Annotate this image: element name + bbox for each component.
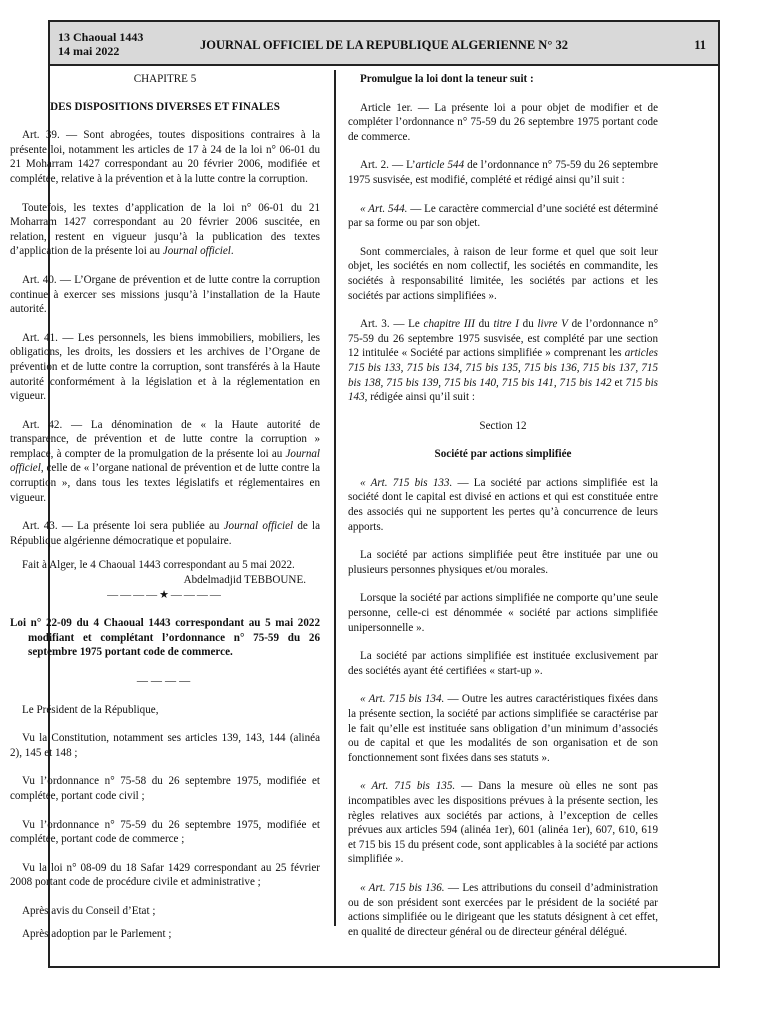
- article-3: [348, 317, 658, 405]
- vu-loi-08-09: Vu la loi n° 08-09 du 18 Safar 1429 correspondant au 25 février 2008 portant code de procédure civile et administrative ;: [10, 861, 320, 889]
- apres-avis: Après avis du Conseil d’Etat ;: [22, 904, 156, 917]
- promulgue-line: Promulgue la loi dont la teneur suit :: [360, 73, 534, 85]
- journal-title: JOURNAL OFFICIEL DE LA REPUBLIQUE ALGERIENNE N° 32: [200, 38, 568, 52]
- article-ref: « Art. 715 bis 134.: [360, 693, 445, 706]
- article-544: [348, 202, 658, 231]
- paragraph-unipersonnelle: Lorsque la société par actions simplifiée ne comporte qu’une seule personne, celle-ci est dénommée « société par actions simplifiée unipersonnelle ».: [348, 592, 658, 634]
- text-span: Art. 2. — L’: [360, 159, 416, 172]
- article-ref: « Art. 544.: [360, 202, 408, 215]
- journal-officiel-ref: Journal officiel: [162, 245, 231, 258]
- text-span: de l’ordonnance n° 75-59 du 26 septembre 1975 susvisée, est complété par une section 12 intitulée « Société par actions simplifiée » comprenant les: [348, 318, 659, 360]
- right-column: [348, 64, 658, 953]
- article-43: [10, 519, 320, 548]
- journal-officiel-ref: Journal officiel: [10, 447, 320, 475]
- chapter-title: DES DISPOSITIONS DIVERSES ET FINALES: [50, 100, 280, 113]
- apres-adoption: Après adoption par le Parlement ;: [22, 927, 172, 940]
- text-span: , rédigée ainsi qu’il suit :: [364, 391, 475, 404]
- text-span: .: [230, 245, 234, 258]
- article-715-bis-133: [348, 476, 658, 534]
- article-715-bis-134: [348, 692, 658, 765]
- text-span: — La société par actions simplifiée est la société dont le capital est divisé en actions et qui est constituée entre des associés qui ne supportent les pertes qu’à concurrence de leurs apports.: [348, 476, 658, 533]
- article-40: Art. 40. — L’Organe de prévention et de lutte contre la corruption continue à exercer ses missions jusqu’à l’installation de la Haute autorité.: [10, 273, 320, 316]
- article-42: [10, 418, 320, 506]
- vu-ordonnance-75-58: Vu l’ordonnance n° 75-58 du 26 septembre 1975, modifiée et complétée, portant code civil ;: [10, 775, 320, 802]
- text-span: Art. 42. — La dénomination de « la Haute autorité de transparence, de prévention et de lutte contre la corruption » remplace, à compter de la promulgation de la présente loi au: [10, 418, 320, 460]
- title-ref: titre I: [493, 318, 519, 331]
- text-span: — Les attributions du conseil d’administration ou de son président sont exercées par le président de la société par actions simplifiée ou le dirigeant que les statuts désignent à cet effet, en qualité de directeur général ou de directeur général délégué.: [348, 881, 658, 938]
- book-ref: livre V: [537, 318, 568, 331]
- text-span: du: [518, 318, 538, 331]
- articles-list-ref: articles 715 bis 133, 715 bis 134, 715 bis 135, 715 bis 136, 715 bis 137, 715 bis 138, 715 bis 139, 715 bis 140, 715 bis 141, 715 bis 142: [348, 347, 658, 389]
- text-span: — Le caractère commercial d’une société est déterminé par sa forme ou par son objet.: [348, 202, 658, 230]
- text-span: du: [474, 318, 494, 331]
- vu-constitution: Vu la Constitution, notamment ses articles 139, 143, 144 (alinéa 2), 145 et 148 ;: [10, 732, 320, 759]
- article-ref: 715 bis 143: [348, 376, 658, 404]
- text-span: Art. 3. — Le: [360, 318, 424, 331]
- page-header: [50, 22, 718, 66]
- column-divider: [334, 70, 336, 926]
- header-date-hijri: 13 Chaoual 1443: [58, 30, 144, 44]
- article-1: Article 1er. — La présente loi a pour objet de modifier et de compléter l’ordonnance n° 75-59 du 26 septembre 1975 portant code de commerce.: [348, 101, 658, 143]
- section-number: Section 12: [479, 419, 527, 432]
- signature: Abdelmadjid TEBBOUNE.: [183, 574, 306, 587]
- president-line: Le Président de la République,: [22, 703, 159, 716]
- text-span: — Dans la mesure où elles ne sont pas incompatibles avec les dispositions prévues à la présente section, les règles relatives aux sociétés par actions, à l’exception de celles prévues aux articles 594 (alinéa 1er), 601 (alinéa 1er), 607, 610, 619 et 715 bis 15 du présent code, sont applicables à la société par actions simplifiée ».: [348, 780, 658, 866]
- star-separator: ————★————: [107, 588, 223, 601]
- article-39: Art. 39. — Sont abrogées, toutes dispositions contraires à la présente loi, notamment les articles de 17 à 24 de la loi n° 06-01 du 21 Moharram 1427 correspondant au 20 février 2006, modifiée et complétée, relative à la prévention et à la lutte contre la corruption.: [10, 129, 320, 185]
- paragraph-instituee: La société par actions simplifiée peut être instituée par une ou plusieurs personnes physiques et/ou morales.: [348, 549, 658, 576]
- text-span: de la République algérienne démocratique et populaire.: [10, 520, 321, 547]
- chapter-number: CHAPITRE 5: [133, 73, 197, 85]
- text-span: Art. 43. — La présente loi sera publiée au: [22, 520, 224, 533]
- article-2: [348, 158, 658, 187]
- text-span: — Outre les autres caractéristiques fixées dans la présente section, la société par actions simplifiée se caractérise par le fait qu’elle est instituée sans obligation d’un minimum d’associés ou de capital et que les modalités de son organisation et de son fonctionnement sont fixées dans ses statuts ».: [348, 693, 658, 764]
- chapter-ref: chapitre III: [423, 318, 475, 331]
- section-title: Société par actions simplifiée: [434, 448, 572, 461]
- page-number: 11: [694, 38, 706, 52]
- article-ref: « Art. 715 bis 135.: [360, 780, 456, 793]
- paragraph-toutefois: [10, 201, 320, 259]
- article-ref: « Art. 715 bis 133.: [360, 476, 453, 489]
- text-span: , celle de « l’organe national de prévention et de lutte contre la corruption », dans tous les textes législatifs et réglementaires en vigueur.: [10, 462, 320, 504]
- vu-ordonnance-75-59: Vu l’ordonnance n° 75-59 du 26 septembre 1975, modifiée et complétée, portant code de commerce ;: [10, 818, 320, 846]
- article-715-bis-136: [348, 881, 658, 939]
- left-column: [10, 64, 320, 955]
- paragraph-start-up: La société par actions simplifiée est instituée exclusivement par des sociétés ayant été certifiées « start-up ».: [348, 650, 658, 677]
- article-41: Art. 41. — Les personnels, les biens immobiliers, mobiliers, les obligations, les droits, les dossiers et les archives de l’Organe de prévention et de lutte contre la corruption, sont transférés à la Haute autorité conformément à la législation et à la réglementation en vigueur.: [10, 331, 320, 403]
- fait-a-alger: Fait à Alger, le 4 Chaoual 1443 correspondant au 5 mai 2022.: [22, 559, 295, 572]
- short-separator: ————: [136, 675, 194, 687]
- article-715-bis-135: [348, 779, 658, 867]
- article-ref: article 544: [415, 159, 465, 172]
- article-ref: « Art. 715 bis 136.: [360, 881, 445, 894]
- text-span: Toutefois, les textes d’application de la loi n° 06-01 du 21 Moharram 1427 correspondant au 20 février 2006 suscitée, en relation, restent en vigueur jusqu’à la publication des textes d’application de la présente loi au: [10, 201, 320, 258]
- text-span: et: [611, 376, 626, 389]
- text-span: de l’ordonnance n° 75-59 du 26 septembre 1975 susvisée, est modifié, complété et rédigé ainsi qu’il suit :: [348, 159, 658, 186]
- header-date-gregorian: 14 mai 2022: [58, 44, 120, 58]
- law-title: Loi n° 22-09 du 4 Chaoual 1443 correspondant au 5 mai 2022 modifiant et complétant l’ordonnance n° 75-59 du 26 septembre 1975 portant code de commerce.: [10, 617, 320, 659]
- journal-officiel-ref: Journal officiel: [223, 520, 294, 533]
- paragraph-sont-commerciales: Sont commerciales, à raison de leur forme et quel que soit leur objet, les sociétés en nom collectif, les sociétés en commandite, les sociétés à responsabilité limitée, les sociétés par actions et les sociétés par actions simplifiées ».: [348, 245, 658, 302]
